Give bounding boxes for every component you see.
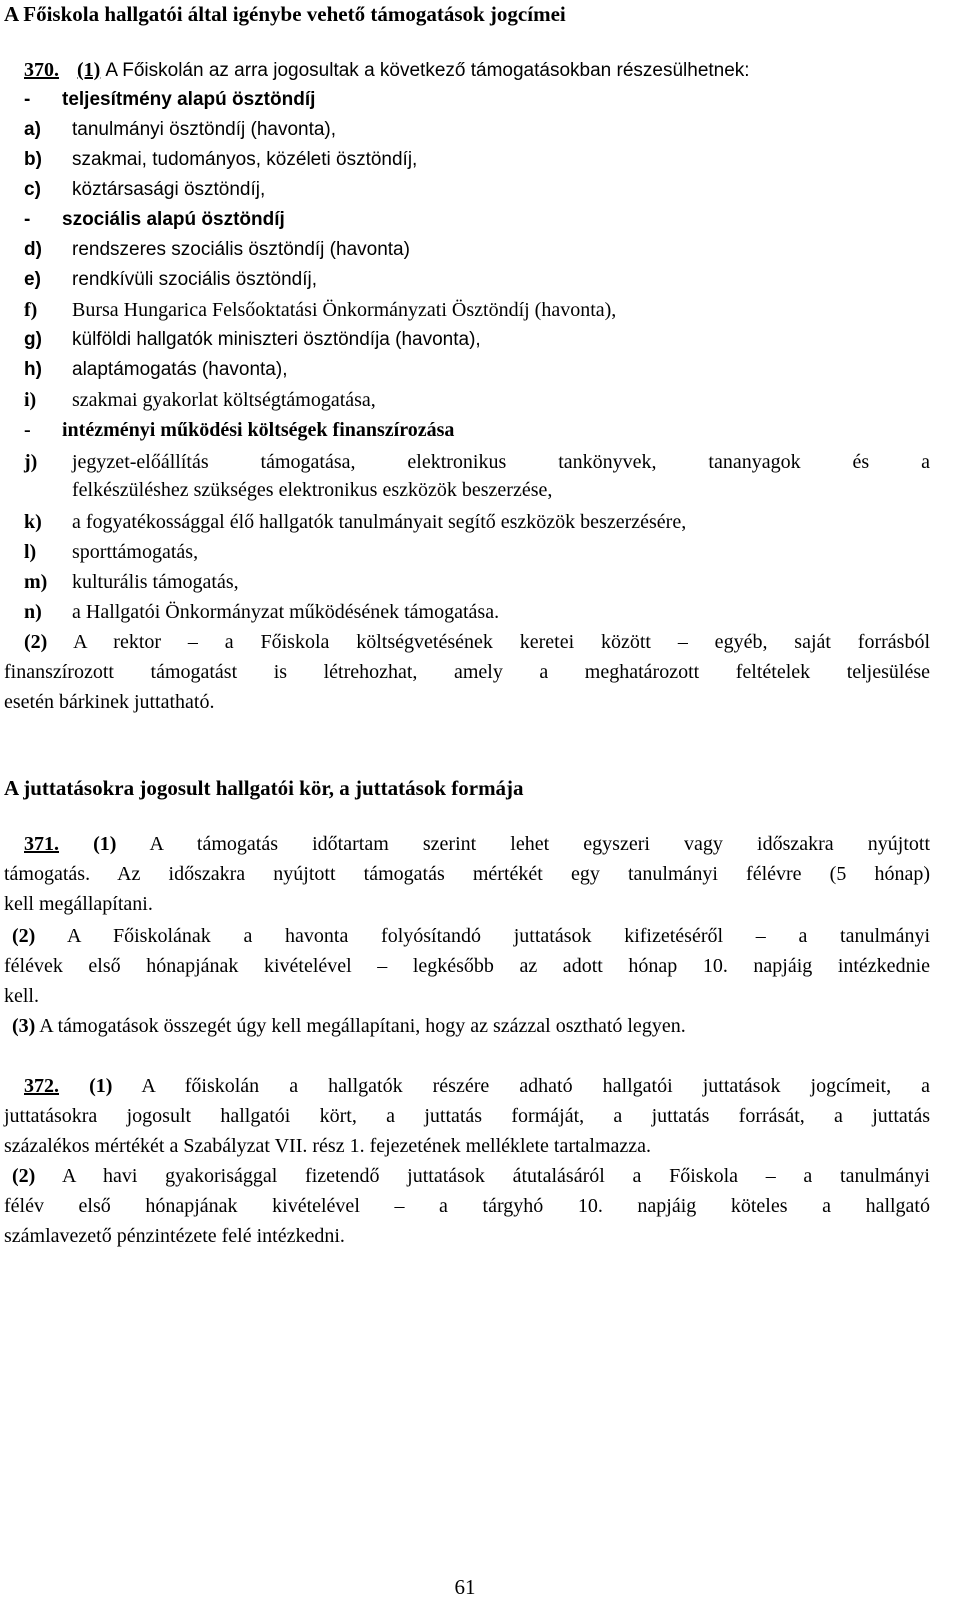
para-370-2-line2: finanszírozott támogatást is létrehozhat, amely a meghatározott feltételek teljesülése [4, 661, 930, 683]
para-371-2-line2: félévek első hónapjának kivételével – legkésőbb az adott hónap 10. napjáig intézkednie [4, 955, 930, 977]
list-item: c) köztársasági ösztöndíj, [24, 179, 266, 200]
list-item: f) Bursa Hungarica Felsőoktatási Önkormányzati Ösztöndíj (havonta), [24, 299, 617, 321]
group-header-3: - intézményi működési költségek finanszírozása [24, 419, 455, 441]
para-label-370-1: (1) [77, 59, 101, 81]
page-number: 61 [454, 1575, 476, 1599]
para-371-2-line1: (2) A Főiskolának a havonta folyósítandó juttatások kifizetéséről – a tanulmányi [12, 925, 931, 947]
list-item: n) a Hallgatói Önkormányzat működésének támogatása. [24, 601, 500, 623]
para-371-1-line3: kell megállapítani. [4, 893, 153, 915]
list-item: l) sporttámogatás, [24, 541, 199, 563]
para-370-2-line1: (2) A rektor – a Főiskola költségvetésének keretei között – egyéb, saját forrásból [24, 631, 931, 653]
section-heading-1: A Főiskola hallgatói által igénybe vehető támogatások jogcímei [4, 2, 566, 26]
section-number-370: 370. [24, 59, 59, 81]
para-372-2-line3: számlavezető pénzintézete felé intézkedni. [4, 1225, 345, 1247]
group-header-2: - szociális alapú ösztöndíj [24, 209, 285, 230]
para-text-370-1: A Főiskolán az arra jogosultak a következő támogatásokban részesülhetnek: [105, 60, 750, 81]
section-heading-2: A juttatásokra jogosult hallgatói kör, a juttatások formája [4, 776, 524, 800]
group-header-1: - teljesítmény alapú ösztöndíj [24, 89, 316, 110]
para-372-1-line3: százalékos mértékét a Szabályzat VII. rész 1. fejezetének melléklete tartalmazza. [4, 1135, 652, 1157]
para-371-1-line2: támogatás. Az időszakra nyújtott támogatás mértékét egy tanulmányi félévre (5 hónap) [4, 863, 930, 885]
para-370-2-line3: esetén bárkinek juttatható. [4, 691, 215, 713]
list-item: g) külföldi hallgatók miniszteri ösztöndíja (havonta), [24, 329, 481, 350]
document-page: A Főiskola hallgatói által igénybe vehető támogatások jogcímei 370. (1) A Főiskolán az arra jogosultak a következő támogatásokban részesülhetnek: - teljesítmény alapú ösztöndíj a) tanulmányi ösztöndíj (havonta), b) szakmai, tudományos, közéleti ösztöndíj, c) köztársasági ösztöndíj, - szociális alapú ösztöndíj d) rendszeres szociális ösztöndíj (havonta) e) rendkívüli szociális ösztöndíj, f) Bursa Hungarica Felsőoktatási Önkormányzati Ösztöndíj (havonta), g) külföldi hallgatók miniszteri ösztöndíja (havonta), h) alaptámogatás (havonta), i) szakmai gyakorlat költségtámogatása, - intézményi működési költségek finanszírozása j) jegyzet-előállítás támogatása, elektronikus tankönyvek, tananyagok és a felkészüléshez szükséges elektronikus eszközök beszerzése, k) a fogyatékossággal élő hallgatók tanulmányait segítő eszközök beszerzésére, l) sporttámogatás, m) kulturális támogatás, n) a Hallgatói Önkormányzat működésének támogatása. (2) A rektor – a Főiskola költségvetésének keretei között – egyéb, saját forrásból finanszírozott támogatást is létrehozhat, amely a meghatározott feltételek teljesülése esetén bárkinek juttatható. A juttatásokra jogosult hallgatói kör, a juttatások formája 371. (1) A támogatás időtartam szerint lehet egyszeri vagy időszakra nyújtott támogatás. Az időszakra nyújtott támogatás mértékét egy tanulmányi félévre (5 hónap) kell megállapítani. (2) A Főiskolának a havonta folyósítandó juttatások kifizetéséről – a tanulmányi félévek első hónapjának kivételével – legkésőbb az adott hónap 10. napjáig intézkednie kell. (3) A támogatások összegét úgy kell megállapítani, hogy az százzal osztható legyen. 372. (1) A főiskolán a hallgatók részére adható hallgatói juttatások jogcímeit, a juttatásokra jogosult hallgatói kört, a juttatás formáját, a juttatás forrását, a juttatás százalékos mértékét a Szabályzat VII. rész 1. fejezetének melléklete tartalmazza. (2) A havi gyakorisággal fizetendő juttatások átutalásáról a Főiskola – a tanulmányi félév első hónapjának kivételével – a tárgyhó 10. napjáig köteles a hallgató számlavezető pénzintézete felé intézkedni. 61 [0, 0, 960, 1617]
list-item: b) szakmai, tudományos, közéleti ösztöndíj, [24, 149, 418, 170]
list-item: k) a fogyatékossággal élő hallgatók tanulmányait segítő eszközök beszerzésére, [24, 511, 687, 533]
list-item: h) alaptámogatás (havonta), [24, 359, 288, 380]
para-371-1-line1: 371. (1) A támogatás időtartam szerint lehet egyszeri vagy időszakra nyújtott [24, 833, 931, 855]
list-item: m) kulturális támogatás, [24, 571, 239, 593]
list-item: e) rendkívüli szociális ösztöndíj, [24, 269, 317, 290]
list-item: a) tanulmányi ösztöndíj (havonta), [24, 119, 337, 140]
list-item: i) szakmai gyakorlat költségtámogatása, [24, 389, 376, 411]
para-372-1-line1: 372. (1) A főiskolán a hallgatók részére adható hallgatói juttatások jogcímeit, a [24, 1075, 930, 1097]
section-number-372: 372. [24, 1075, 59, 1097]
para-372-1-line2: juttatásokra jogosult hallgatói kört, a juttatás formáját, a juttatás forrását, a juttatás [4, 1105, 930, 1127]
para-371-3: (3) A támogatások összegét úgy kell megállapítani, hogy az százzal osztható legyen. [12, 1015, 686, 1037]
para-372-2-line2: félév első hónapjának kivételével – a tárgyhó 10. napjáig köteles a hallgató [4, 1195, 930, 1217]
list-item: d) rendszeres szociális ösztöndíj (havonta) [24, 239, 410, 260]
para-370-1 [24, 58, 960, 83]
para-372-2-line1: (2) A havi gyakorisággal fizetendő juttatások átutalásáról a Főiskola – a tanulmányi [12, 1165, 930, 1187]
section-number-371: 371. [24, 833, 59, 855]
para-371-2-line3: kell. [4, 985, 39, 1007]
